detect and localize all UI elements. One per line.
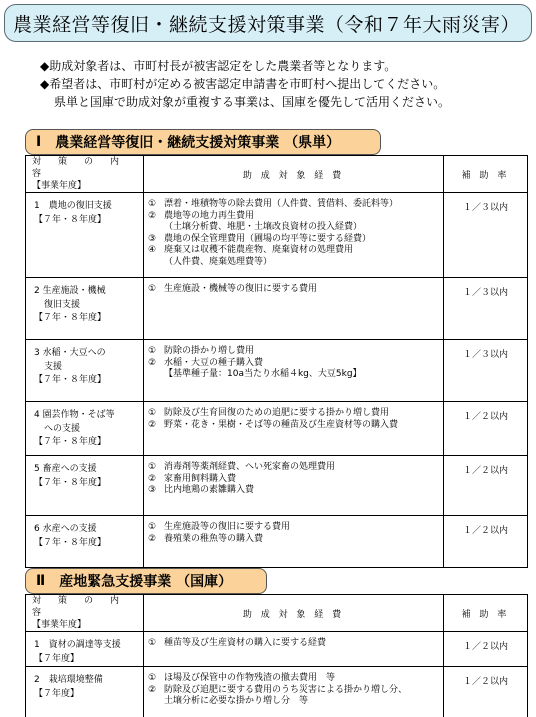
- expense-item: [148, 696, 439, 708]
- expenses-cell: [144, 516, 444, 568]
- header-expenses: 助 成 対 象 経 費: [144, 156, 444, 193]
- measure-name: 5 畜産への支援: [34, 464, 97, 474]
- item-marker: ②: [148, 357, 157, 368]
- expense-item: [148, 222, 439, 234]
- item-marker: ②: [148, 473, 157, 484]
- measure-name: 2 栽培環境整備: [34, 675, 103, 685]
- section-title: 農業経営等復旧・継続支援対策事業 （県単）: [55, 135, 341, 151]
- expense-item: [148, 462, 439, 474]
- expense-item: [148, 257, 439, 269]
- item-text: 消毒剤等薬剤経費、へい死家畜の処理費用: [164, 462, 336, 472]
- item-marker: ④: [148, 245, 157, 255]
- expenses-cell: [144, 456, 444, 516]
- item-text: 防除及び追肥に要する費用のうち災害による掛かり増し分、: [164, 684, 408, 695]
- support-table-2: [25, 594, 528, 717]
- table-header-row: [26, 156, 528, 193]
- subsidy-rate: １／３以内: [444, 278, 528, 340]
- table-row: [26, 632, 528, 667]
- subsidy-rate: １／３以内: [444, 340, 528, 402]
- subsidy-rate: １／２以内: [444, 632, 528, 667]
- table-header-row: [26, 595, 528, 632]
- support-table-1: [25, 155, 528, 568]
- measure-name: 3 水稲・大豆への: [34, 348, 106, 358]
- item-text: 【基準種子量：10a当たり水稲４kg、大豆5kg】: [164, 369, 362, 379]
- item-marker: ①: [148, 199, 157, 209]
- item-marker: ①: [148, 284, 157, 294]
- measure-cell: [26, 193, 144, 278]
- expense-item: [148, 408, 439, 420]
- expense-item: [148, 199, 439, 211]
- measure-name: 1 資材の調達等支援: [34, 640, 121, 650]
- measure-cell: [26, 340, 144, 402]
- measure-name: 1 農地の復旧支援: [34, 201, 112, 211]
- subsidy-rate: １／２以内: [444, 456, 528, 516]
- item-marker: ②: [148, 210, 157, 221]
- expense-item: [148, 284, 439, 296]
- table-row: [26, 667, 528, 717]
- item-text: 漂着・堆積物等の除去費用（人件費、賃借料、委託料等）: [164, 199, 399, 209]
- item-marker: ①: [148, 346, 157, 356]
- measure-cell: [26, 516, 144, 568]
- item-text: 野菜・花き・果樹・そば等の種苗及び生産資材等の購入費: [164, 419, 399, 430]
- subsidy-rate: １／２以内: [444, 667, 528, 717]
- item-text: 土壌分析に必要な掛かり増し分 等: [164, 696, 309, 706]
- item-text: 農地の保全管理費用（圃場の均平等に要する経費）: [164, 233, 372, 244]
- expense-item: [148, 234, 439, 246]
- header-rate: 補 助 率: [444, 156, 528, 193]
- expense-item: [148, 420, 439, 432]
- expenses-cell: [144, 402, 444, 456]
- expenses-cell: [144, 278, 444, 340]
- measure-cell: [26, 402, 144, 456]
- section-heading-1: [25, 129, 381, 155]
- item-marker: [148, 369, 164, 381]
- item-text: 家畜用飼料購入費: [164, 473, 237, 484]
- item-text: 廃棄又は収穫不能農産物、廃棄資材の処理費用: [164, 245, 354, 255]
- measure-detail: 【７年度】: [34, 653, 80, 664]
- item-text: 防除及び生育回復のための追肥に要する掛かり増し費用: [164, 408, 390, 418]
- measure-cell: [26, 632, 144, 667]
- measure-cell: [26, 278, 144, 340]
- item-text: （人件費、廃棄処理費等）: [164, 256, 273, 267]
- header-expenses: 助 成 対 象 経 費: [144, 595, 444, 632]
- item-marker: ②: [148, 419, 157, 430]
- note-priority: 県単と国庫で助成対象が重複する事業は、国庫を優先して活用ください。: [54, 95, 451, 109]
- measure-detail: への支援: [44, 423, 81, 434]
- subsidy-rate: １／３以内: [444, 193, 528, 278]
- expense-item: [148, 369, 439, 381]
- subsidy-rate: １／２以内: [444, 402, 528, 456]
- expense-item: [148, 638, 439, 650]
- expense-item: [148, 673, 439, 685]
- expense-item: [148, 346, 439, 358]
- item-text: 種苗等及び生産資材の購入に要する経費: [164, 638, 327, 648]
- note-application: ◆希望者は、市町村が定める被害認定申請書を市町村へ提出してください。: [40, 77, 446, 91]
- item-text: 水稲・大豆の種子購入費: [164, 357, 264, 368]
- expense-item: [148, 211, 439, 223]
- item-marker: [148, 696, 164, 708]
- measure-cell: [26, 667, 144, 717]
- item-marker: ③: [148, 233, 157, 244]
- measure-detail: 【７年・８年度】: [34, 537, 107, 548]
- header-rate: 補 助 率: [444, 595, 528, 632]
- expenses-cell: [144, 340, 444, 402]
- expenses-cell: [144, 632, 444, 667]
- expense-item: [148, 474, 439, 486]
- item-marker: ③: [148, 485, 157, 495]
- expense-item: [148, 522, 439, 534]
- table-row: [26, 516, 528, 568]
- expenses-cell: [144, 193, 444, 278]
- item-text: （土壌分析費、堆肥・土壌改良資材の投入経費）: [164, 222, 363, 232]
- expenses-cell: [144, 667, 444, 717]
- item-marker: ①: [148, 638, 157, 648]
- measure-detail: 【７年・８年度】: [34, 375, 107, 385]
- measure-detail: 【７年度】: [34, 688, 80, 699]
- item-marker: ①: [148, 673, 157, 683]
- measure-detail: 支援: [44, 361, 63, 372]
- section-heading-2: [25, 568, 267, 594]
- item-marker: [148, 222, 164, 234]
- expense-item: [148, 685, 439, 697]
- item-text: 養殖業の稚魚等の購入費: [164, 533, 264, 544]
- item-marker: ②: [148, 533, 157, 544]
- measure-detail: 【７年・８年度】: [34, 313, 107, 323]
- item-marker: ②: [148, 684, 157, 695]
- item-text: 農地等の地力再生費用: [164, 210, 255, 221]
- expense-item: [148, 534, 439, 546]
- section-number: Ⅱ: [36, 573, 46, 589]
- item-marker: ①: [148, 408, 157, 418]
- measure-detail: 復旧支援: [44, 299, 81, 310]
- section-title: 産地緊急支援事業 （国庫）: [59, 574, 233, 590]
- item-text: 防除の掛かり増し費用: [164, 346, 255, 356]
- expense-item: [148, 358, 439, 370]
- measure-detail: 【７年・８年度】: [34, 477, 107, 488]
- table-row: [26, 456, 528, 516]
- header-measure: 対 策 の 内 容 【事業年度】: [26, 156, 144, 193]
- item-marker: [148, 257, 164, 269]
- header-measure: 対 策 の 内 容 【事業年度】: [26, 595, 144, 632]
- page-title: 農業経営等復旧・継続支援対策事業（令和７年大雨災害）: [4, 4, 532, 42]
- note-eligibility: ◆助成対象者は、市町村長が被害認定をした農業者等となります。: [40, 59, 397, 73]
- notes: [40, 57, 530, 111]
- item-text: ほ場及び保管中の作物残渣の撤去費用 等: [164, 673, 336, 683]
- measure-cell: [26, 456, 144, 516]
- item-text: 比内地鶏の素雛購入費: [164, 485, 255, 495]
- item-marker: ①: [148, 522, 157, 532]
- item-text: 生産施設・機械等の復旧に要する費用: [164, 284, 318, 294]
- item-marker: ①: [148, 462, 157, 472]
- table-row: [26, 278, 528, 340]
- measure-name: 6 水産への支援: [34, 524, 97, 534]
- section-number: Ⅰ: [36, 134, 42, 150]
- measure-detail: 【７年・８年度】: [34, 437, 107, 447]
- table-row: [26, 340, 528, 402]
- expense-item: [148, 485, 439, 497]
- expense-item: [148, 245, 439, 257]
- subsidy-rate: １／２以内: [444, 516, 528, 568]
- table-row: [26, 402, 528, 456]
- measure-name: 4 園芸作物・そば等: [34, 410, 115, 420]
- table-row: [26, 193, 528, 278]
- measure-name: 2 生産施設・機械: [34, 286, 106, 296]
- item-text: 生産施設等の復旧に要する費用: [164, 522, 291, 532]
- measure-detail: 【７年・８年度】: [34, 214, 107, 225]
